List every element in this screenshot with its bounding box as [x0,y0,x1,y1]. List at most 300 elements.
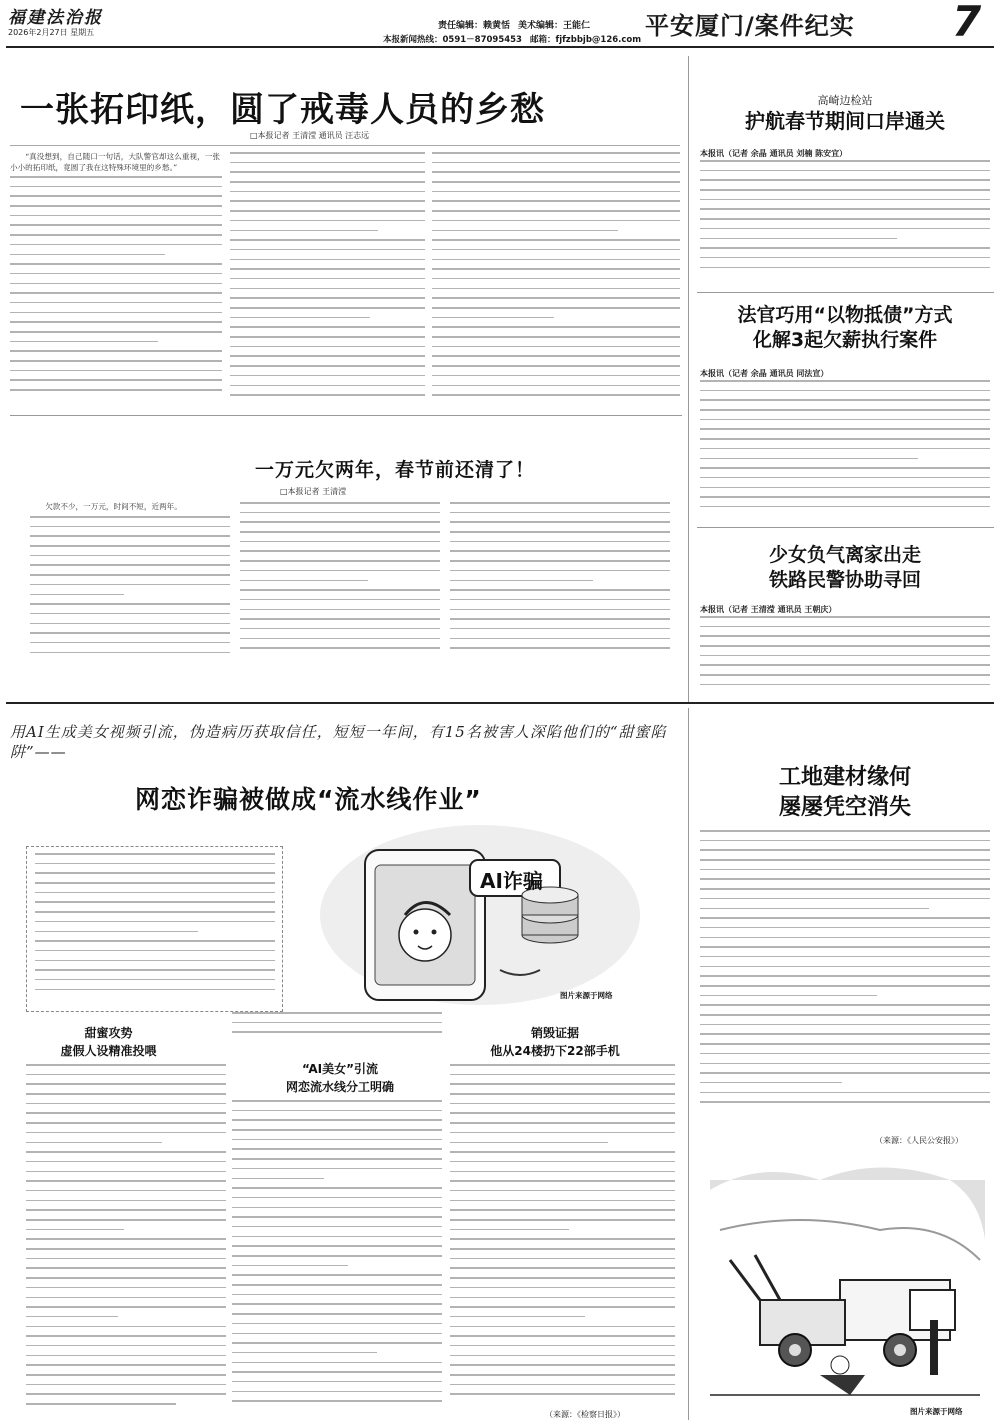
text-line [30,594,124,596]
fraud-intro: 用AI生成美女视频引流，伪造病历获取信任，短短一年间，有15名被害人深陷他们的“甜蜜陷阱”—— [10,723,667,761]
text-line [450,1180,675,1182]
text-line [10,331,222,333]
issue-date: 2026年2月27日 星期五 [8,28,95,37]
text-line [450,1064,675,1066]
fraud-photo-credit: 图片来源于网络 [560,991,613,1000]
text-line [230,278,425,280]
text-line [700,179,990,181]
text-line [700,438,990,440]
text-line [10,283,222,285]
text-line [240,580,368,582]
text-line [232,1110,442,1112]
text-line [26,1171,226,1173]
text-line [432,365,680,367]
text-line [700,428,990,430]
text-line [700,995,877,997]
text-line [700,257,990,259]
text-line [432,326,680,328]
text-line [30,613,230,615]
text-line [10,379,222,381]
text-line [700,419,990,421]
text-line [450,1142,608,1144]
text-line [10,341,158,343]
text-line [432,152,680,154]
text-line [232,1197,442,1199]
text-line [26,1200,226,1202]
text-line [450,618,670,620]
text-line [450,1364,675,1366]
fraud-column-2 [232,1100,442,1419]
text-line [35,950,275,952]
lead-headline: 一张拓印纸，圆了戒毒人员的乡愁 [20,90,545,130]
text-line [26,1209,226,1211]
text-line [26,1103,226,1105]
text-line [450,599,670,601]
text-line [26,1238,226,1240]
text-line [10,234,222,236]
text-line [230,239,425,241]
text-line [450,550,670,552]
text-line [450,1238,675,1240]
fraud-subhead-1b: 虚假人设精准投喂 [60,1044,157,1058]
text-line [232,1226,442,1228]
text-line [700,966,990,968]
lead-column-2 [230,152,425,408]
text-line [232,1031,442,1033]
court-headline-1: 法官巧用“以物抵债”方式 [737,304,953,326]
text-line [10,312,222,314]
materials-source: （来源：《人民公安报》） [875,1136,963,1145]
text-line [700,467,990,469]
text-line [30,545,230,547]
text-line [700,487,990,489]
materials-illustration [700,1150,990,1420]
text-line [26,1151,226,1153]
text-line [26,1219,226,1221]
text-line [232,1265,348,1267]
text-line [432,230,618,232]
text-line [240,609,440,611]
text-line [232,1381,442,1383]
text-line [450,1074,675,1076]
text-line [700,927,990,929]
text-line [700,1014,990,1016]
text-line [35,960,275,962]
text-line [450,638,670,640]
text-line [450,1229,569,1231]
text-line [700,228,990,230]
text-line [700,655,990,657]
text-line [30,623,230,625]
text-line [232,1400,442,1402]
text-line [450,1287,675,1289]
text-line [35,989,275,991]
text-line [450,1122,675,1124]
girl-body [700,616,990,696]
newspaper-logo: 福建法治报 [8,8,103,28]
text-line [432,394,680,396]
text-line [450,589,670,591]
text-line [30,652,230,654]
text-line [700,635,990,637]
text-line [230,152,425,154]
text-line [232,1245,442,1247]
text-line [232,1303,442,1305]
text-line [10,205,222,207]
text-line [432,278,680,280]
text-line [232,1168,442,1170]
text-line [30,526,230,528]
text-line [450,1190,675,1192]
text-line [230,365,425,367]
text-line [700,869,990,871]
text-line [30,603,230,605]
text-line [232,1129,442,1131]
text-line [450,1200,675,1202]
text-line [230,200,425,202]
fraud-column-1 [26,1064,226,1419]
text-line [432,375,680,377]
text-line [700,1004,990,1006]
fraud-subhead-2: “AI美女”引流 [302,1062,378,1076]
text-line [700,448,990,450]
text-line [450,1171,675,1173]
text-line [26,1364,226,1366]
text-line [26,1374,226,1376]
text-line [700,199,990,201]
text-line [700,985,990,987]
text-line [450,1297,675,1299]
text-line [450,1345,675,1347]
lead-column-3 [432,152,680,408]
text-line [230,375,425,377]
text-line [10,244,222,246]
text-line [450,580,593,582]
text-line [232,1178,324,1180]
text-line [10,350,222,352]
text-line [700,477,990,479]
text-line [240,531,440,533]
text-line [450,1132,675,1134]
text-line [10,224,222,226]
text-line [450,647,670,649]
text-line [700,664,990,666]
text-line [450,1112,675,1114]
text-line [10,215,222,217]
text-line [26,1229,124,1231]
text-line [700,506,990,508]
text-line [700,616,990,618]
text-line [232,1391,442,1393]
text-line [700,189,990,191]
text-line [700,830,990,832]
text-line [232,1187,442,1189]
text-line [232,1294,442,1296]
debt-first-line [30,502,230,514]
text-line [26,1277,226,1279]
text-line [450,1355,675,1357]
text-line [26,1248,226,1250]
fraud-source: （来源：《检察日报》） [545,1410,625,1419]
girl-headline-1: 少女负气离家出走 [768,544,921,566]
text-line [232,1323,442,1325]
ai-fraud-label: AI诈骗 [480,869,543,893]
text-line [26,1335,226,1337]
text-line [232,1371,442,1373]
text-line [240,560,440,562]
text-line [700,247,990,249]
text-line [10,370,222,372]
text-line [432,239,680,241]
text-line [700,1033,990,1035]
text-line [26,1403,176,1405]
text-line [10,195,222,197]
text-line [10,176,222,178]
border-byline: 本报讯（记者 余晶 通讯员 刘楠 陈安宜） [700,149,848,158]
text-line [700,878,990,880]
border-headline: 护航春节期间口岸通关 [745,109,945,133]
court-rule [697,527,994,528]
lead-rule [10,145,680,146]
text-line [450,1219,675,1221]
text-line [700,170,990,172]
text-line [700,975,990,977]
email: 邮箱：fjfzbbjb@126.com [530,35,642,45]
text-line [26,1142,162,1144]
text-line [700,409,990,411]
responsible-editor: 责任编辑：赖黄恬 [438,21,511,31]
text-line [450,502,670,504]
text-line [230,336,425,338]
text-line [230,326,425,328]
fraud-summary-box [26,846,283,1012]
debt-column-1 [30,516,230,666]
fraud-column-2-top [232,1012,442,1050]
text-line [26,1384,226,1386]
fraud-column-3 [450,1064,675,1406]
border-kicker: 高崎边检站 [817,94,873,107]
text-line [240,541,440,543]
text-line [35,863,275,865]
debt-column-2 [240,502,440,666]
text-line [30,564,230,566]
text-line [30,584,230,586]
text-line [10,321,222,323]
text-line [432,259,680,261]
text-line [432,220,680,222]
text-line [450,1306,675,1308]
text-line [35,979,275,981]
fraud-subhead-2b: 网恋流水线分工明确 [285,1080,394,1094]
text-line [700,390,990,392]
text-line [30,632,230,634]
border-body [700,160,990,285]
text-line [30,535,230,537]
text-line [230,288,425,290]
text-line [10,254,165,256]
debt-top-rule [10,415,682,416]
text-line [240,638,440,640]
text-line [450,1093,675,1095]
text-line [432,346,680,348]
text-line [700,399,990,401]
text-line [35,911,275,913]
text-line [450,560,670,562]
news-hotline: 本报新闻热线：0591－87095453 [383,35,522,45]
text-line [26,1132,226,1134]
text-line [240,550,440,552]
text-line [450,1248,675,1250]
text-line [450,570,670,572]
lead-byline: □本报记者 王清滢 通讯员 汪志远 [250,131,370,140]
fraud-summary-text [35,853,275,1005]
text-line [700,1092,990,1094]
text-line [700,1053,990,1055]
lead-first-line [10,152,220,174]
text-line [232,1255,442,1257]
materials-headline-1: 工地建材缘何 [778,765,911,790]
text-line [700,208,990,210]
text-line [700,238,897,240]
text-line [700,937,990,939]
lead-column-1 [10,176,222,408]
text-line [35,872,275,874]
materials-body [700,830,990,1115]
text-line [35,940,275,942]
text-line [230,210,425,212]
text-line [230,249,425,251]
text-line [232,1342,442,1344]
text-line [450,531,670,533]
text-line [35,931,198,933]
text-line [432,171,680,173]
text-line [700,888,990,890]
text-line [10,389,222,391]
text-line [26,1161,226,1163]
text-line [230,181,425,183]
section-divider [6,702,994,704]
text-line [230,355,425,357]
text-line [700,1101,990,1103]
text-line [26,1326,226,1328]
fraud-subhead-3b: 他从24楼扔下22部手机 [490,1044,620,1058]
text-line [26,1093,226,1095]
text-line [232,1148,442,1150]
text-line [240,512,440,514]
text-line [26,1287,226,1289]
text-line [232,1012,442,1014]
text-line [450,1267,675,1269]
text-line [700,1072,990,1074]
text-line [240,570,440,572]
text-line [432,355,680,357]
fraud-subhead-3: 销毁证据 [530,1026,579,1040]
column-divider-lower [688,708,689,1420]
text-line [700,1024,990,1026]
court-headline-2: 化解3起欠薪执行案件 [752,329,938,351]
text-line [26,1190,226,1192]
materials-photo-credit: 图片来源于网络 [910,1407,963,1416]
debt-byline: □本报记者 王清滢 [280,487,347,496]
text-line [35,969,275,971]
text-line [240,647,440,649]
page-number: 7 [952,0,982,46]
art-editor: 美术编辑：王能仁 [518,21,591,31]
text-line [26,1316,118,1318]
text-line [700,946,990,948]
text-line [232,1362,442,1364]
text-line [232,1216,442,1218]
text-line [700,674,990,676]
text-line [700,380,990,382]
text-line [230,171,425,173]
ai-fraud-drawing [290,820,670,1010]
text-line [450,628,670,630]
text-line [232,1284,442,1286]
text-line [232,1100,442,1102]
text-line [450,1258,675,1260]
text-line [230,268,425,270]
text-line [432,385,680,387]
text-line [432,288,680,290]
text-line [700,626,990,628]
text-line [700,908,929,910]
truck-drawing [700,1150,990,1420]
text-line [450,1374,675,1376]
text-line [700,917,990,919]
text-line [230,220,425,222]
text-line [432,317,554,319]
text-line [35,882,275,884]
fraud-headline: 网恋诈骗被做成“流水线作业” [135,785,482,814]
text-line [232,1139,442,1141]
debt-column-3 [450,502,670,666]
text-line [450,1103,675,1105]
text-line [700,859,990,861]
text-line [450,1384,675,1386]
text-line [232,1352,377,1354]
text-line [232,1022,442,1024]
text-line [700,684,990,686]
text-line [450,1326,675,1328]
masthead-rule [6,46,994,48]
text-line [10,186,222,188]
text-line [10,360,222,362]
court-body [700,380,990,520]
text-line [10,292,222,294]
text-line [700,458,918,460]
text-line [232,1119,442,1121]
text-line [700,218,990,220]
fraud-subhead-1: 甜蜜攻势 [84,1026,133,1040]
text-line [240,599,440,601]
text-line [26,1297,226,1299]
border-rule [697,292,994,293]
text-line [230,259,425,261]
text-line [10,263,222,265]
text-line [230,297,425,299]
text-line [700,898,990,900]
text-line [35,901,275,903]
text-line [450,1209,675,1211]
text-line [230,385,425,387]
text-line [26,1345,226,1347]
court-byline: 本报讯（记者 余晶 通讯员 同法宣） [700,369,829,378]
text-line [240,589,440,591]
text-line [700,956,990,958]
text-line [450,512,670,514]
text-line [232,1333,442,1335]
